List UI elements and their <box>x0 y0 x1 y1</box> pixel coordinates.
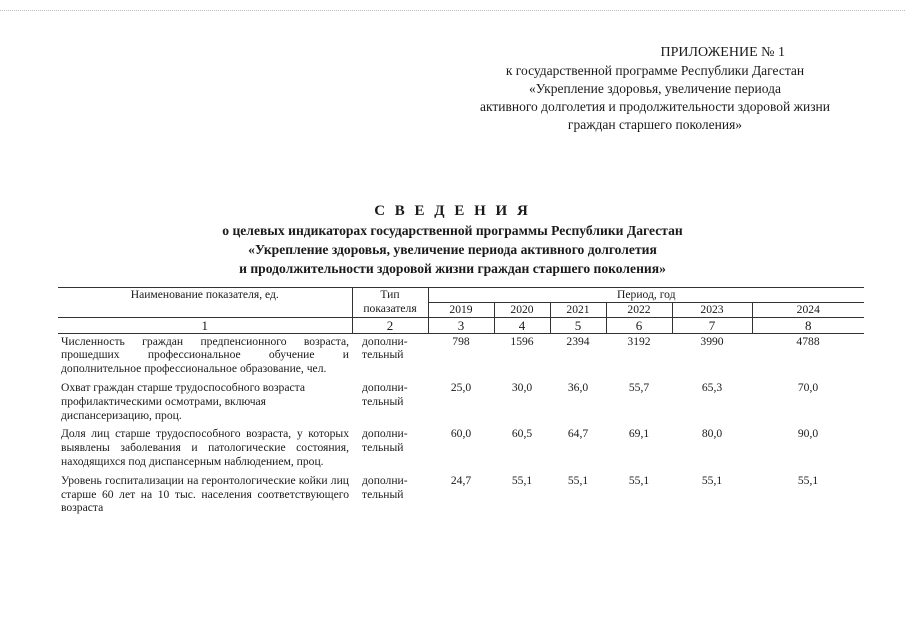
indicator-value: 80,0 <box>701 427 723 441</box>
year-header: 2023 <box>672 302 752 317</box>
table-row <box>58 473 864 519</box>
indicator-value: 3990 <box>700 334 724 348</box>
year-header: 2019 <box>428 302 494 317</box>
indicator-value: 60,5 <box>511 427 533 441</box>
column-number: 6 <box>606 317 672 333</box>
indicator-value: 64,7 <box>567 427 589 441</box>
heading-line: «Укрепление здоровья, увеличение периода активного долголетия <box>248 242 657 257</box>
indicator-name: Охват граждан старше трудоспособного возраста профилактическими осмотрами, включая диспансеризацию, проц. <box>61 380 305 422</box>
indicator-type: дополни- тельный <box>362 427 408 455</box>
year-header: 2021 <box>550 302 606 317</box>
indicator-value: 798 <box>452 334 470 348</box>
heading-title: С В Е Д Е Н И Я <box>374 203 531 219</box>
column-number: 5 <box>550 317 606 333</box>
appendix-line: граждан старшего поколения» <box>567 117 743 132</box>
indicator-type: дополни- тельный <box>362 380 408 408</box>
year-header: 2020 <box>494 302 550 317</box>
indicator-value: 55,7 <box>628 380 650 394</box>
indicator-value: 55,1 <box>701 473 723 487</box>
indicator-name: Численность граждан предпенсионного возраста, прошедших профессиональное обучение и дополнительное профессиональное образование, чел. <box>61 334 349 376</box>
indicator-type: дополни- тельный <box>362 473 408 501</box>
appendix-line: к государственной программе Республики Дагестан <box>505 63 805 78</box>
table-row <box>58 333 864 380</box>
indicator-value: 69,1 <box>628 427 650 441</box>
column-number: 8 <box>752 317 864 333</box>
scan-top-edge <box>0 10 905 12</box>
indicator-value: 25,0 <box>450 380 472 394</box>
indicator-value: 2394 <box>566 334 590 348</box>
appendix-title: ПРИЛОЖЕНИЕ № 1 <box>660 45 785 60</box>
indicator-value: 65,3 <box>701 380 723 394</box>
indicator-value: 55,1 <box>628 473 650 487</box>
table-row <box>58 380 864 426</box>
column-number: 3 <box>428 317 494 333</box>
indicator-value: 90,0 <box>797 427 819 441</box>
column-number: 1 <box>201 317 208 333</box>
column-header-type: Тип показателя <box>352 288 428 318</box>
indicator-value: 55,1 <box>511 473 533 487</box>
indicator-value: 4788 <box>796 334 820 348</box>
column-header-period: Период, год <box>428 288 864 303</box>
indicators-table <box>58 287 864 519</box>
indicator-value: 60,0 <box>450 427 472 441</box>
document-heading <box>0 202 905 278</box>
appendix-line: активного долголетия и продолжительности здоровой жизни <box>480 99 830 114</box>
indicator-value: 36,0 <box>567 380 589 394</box>
column-number: 7 <box>672 317 752 333</box>
column-number: 2 <box>352 317 428 333</box>
column-header-name: Наименование показателя, ед. <box>130 288 279 301</box>
appendix-header <box>420 44 890 134</box>
heading-line: о целевых индикаторах государственной программы Республики Дагестан <box>222 223 683 238</box>
indicator-value: 3192 <box>627 334 651 348</box>
indicator-name: Доля лиц старше трудоспособного возраста, у которых выявлены заболевания и патологические состояния, находящихся под диспансерным наблюдением, проц. <box>61 427 349 468</box>
table-row <box>58 426 864 472</box>
appendix-line: «Укрепление здоровья, увеличение периода <box>529 81 781 96</box>
indicator-value: 55,1 <box>797 473 819 487</box>
indicator-type: дополни- тельный <box>362 334 408 362</box>
column-number: 4 <box>494 317 550 333</box>
year-header: 2022 <box>606 302 672 317</box>
year-header: 2024 <box>752 302 864 317</box>
indicator-value: 70,0 <box>797 380 819 394</box>
indicator-value: 55,1 <box>567 473 589 487</box>
indicator-name: Уровень госпитализации на геронтологические койки лиц старше 60 лет на 10 тыс. населения соответствующего возраста <box>61 473 349 515</box>
heading-line: и продолжительности здоровой жизни граждан старшего поколения» <box>239 261 666 276</box>
indicator-value: 30,0 <box>511 380 533 394</box>
indicator-value: 1596 <box>510 334 534 348</box>
indicator-value: 24,7 <box>450 473 472 487</box>
